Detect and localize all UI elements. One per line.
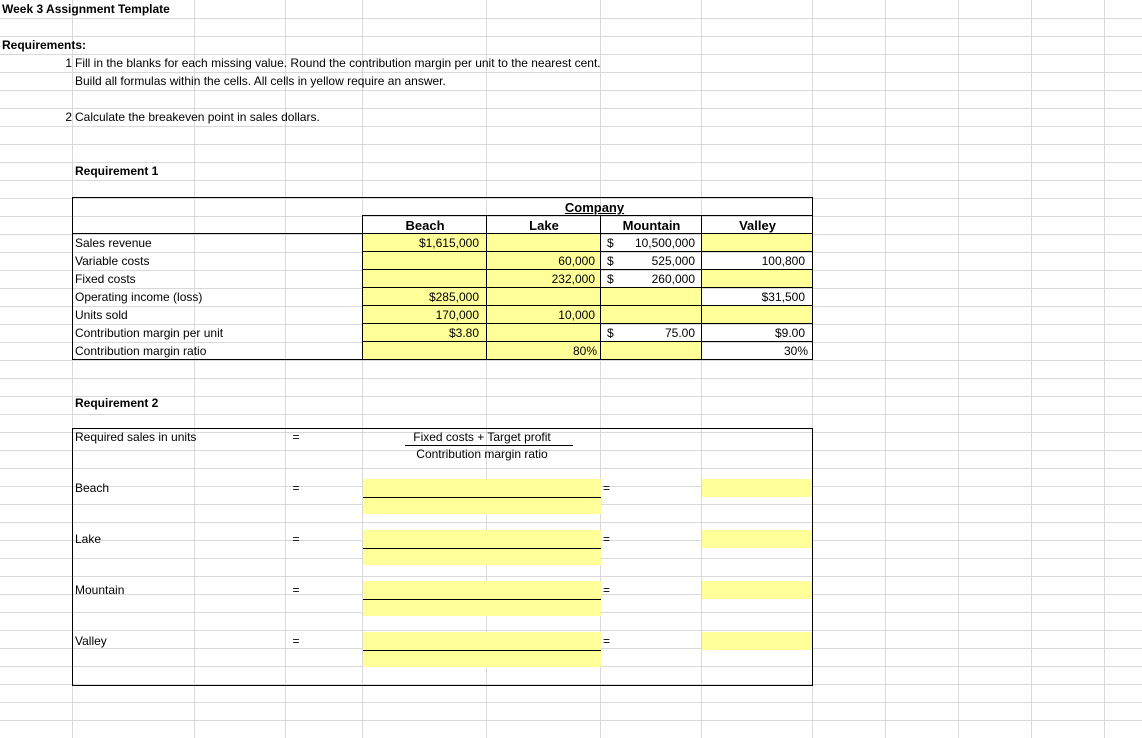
formula-equals-sign: = xyxy=(292,430,300,444)
requirement-2-number: 2 xyxy=(65,110,72,124)
column-lake: Lake xyxy=(529,218,559,233)
req2-row-beach: Beach xyxy=(75,481,110,495)
requirements-heading: Requirements: xyxy=(2,38,87,52)
requirement-1-number: 1 xyxy=(65,56,72,70)
row-label-fixed-costs: Fixed costs xyxy=(75,272,136,286)
beach-operating-value: $285,000 xyxy=(428,290,479,304)
beach-equals-sign: = xyxy=(292,481,300,495)
lake-units-value: 10,000 xyxy=(558,308,595,322)
column-valley: Valley xyxy=(739,218,776,233)
mountain-cm-unit-value: 75.00 xyxy=(664,326,695,340)
lake-equals-sign: = xyxy=(292,532,300,546)
lake-fixed-value: 232,000 xyxy=(551,272,595,286)
row-label-operating-income: Operating income (loss) xyxy=(75,290,203,304)
requirement-1-text-line2: Build all formulas within the cells. All cells in yellow require an answer. xyxy=(75,74,446,88)
req2-row-mountain: Mountain xyxy=(75,583,125,597)
mountain-variable-value: 525,000 xyxy=(651,254,695,268)
requirement-2-text: Calculate the breakeven point in sales dollars. xyxy=(75,110,320,124)
formula-numerator: Fixed costs + Target profit xyxy=(413,430,551,444)
valley-variable-value: 100,800 xyxy=(761,254,805,268)
lake-result-equals: = xyxy=(603,532,611,546)
requirement-2-table xyxy=(72,428,813,686)
valley-operating-value: $31,500 xyxy=(761,290,805,304)
mountain-result-equals: = xyxy=(603,583,611,597)
mountain-fixed-value: 260,000 xyxy=(651,272,695,286)
valley-result-equals: = xyxy=(603,634,611,648)
row-label-cm-ratio: Contribution margin ratio xyxy=(75,344,207,358)
mountain-sales-value: 10,500,000 xyxy=(634,236,695,250)
mountain-equals-sign: = xyxy=(292,583,300,597)
beach-cm-unit-value: $3.80 xyxy=(448,326,479,340)
requirement-1-text: Fill in the blanks for each missing value. Round the contribution margin per unit to the nearest cent. xyxy=(75,56,601,70)
requirement-1-heading: Requirement 1 xyxy=(75,164,159,178)
row-label-variable-costs: Variable costs xyxy=(75,254,150,268)
beach-result-equals: = xyxy=(603,481,611,495)
valley-cm-unit-value: $9.00 xyxy=(774,326,805,340)
mountain-fixed-currency: $ xyxy=(607,272,614,286)
beach-units-value: 170,000 xyxy=(435,308,479,322)
req2-row-valley: Valley xyxy=(75,634,107,648)
column-mountain: Mountain xyxy=(622,218,681,233)
row-label-sales-revenue: Sales revenue xyxy=(75,236,152,250)
lake-cm-ratio-value: 80% xyxy=(572,344,597,358)
row-label-units-sold: Units sold xyxy=(75,308,128,322)
valley-equals-sign: = xyxy=(292,634,300,648)
mountain-cm-unit-currency: $ xyxy=(607,326,614,340)
column-beach: Beach xyxy=(405,218,445,233)
row-label-cm-per-unit: Contribution margin per unit xyxy=(75,326,224,340)
required-sales-label: Required sales in units xyxy=(75,430,197,444)
lake-variable-value: 60,000 xyxy=(558,254,595,268)
formula-denominator: Contribution margin ratio xyxy=(416,447,548,461)
req2-row-lake: Lake xyxy=(75,532,102,546)
mountain-variable-currency: $ xyxy=(607,254,614,268)
beach-sales-value: $1,615,000 xyxy=(418,236,479,250)
requirement-2-heading: Requirement 2 xyxy=(75,396,159,410)
sheet-title: Week 3 Assignment Template xyxy=(2,2,170,16)
mountain-sales-currency: $ xyxy=(607,236,614,250)
valley-cm-ratio-value: 30% xyxy=(783,344,808,358)
company-header: Company xyxy=(564,200,625,215)
